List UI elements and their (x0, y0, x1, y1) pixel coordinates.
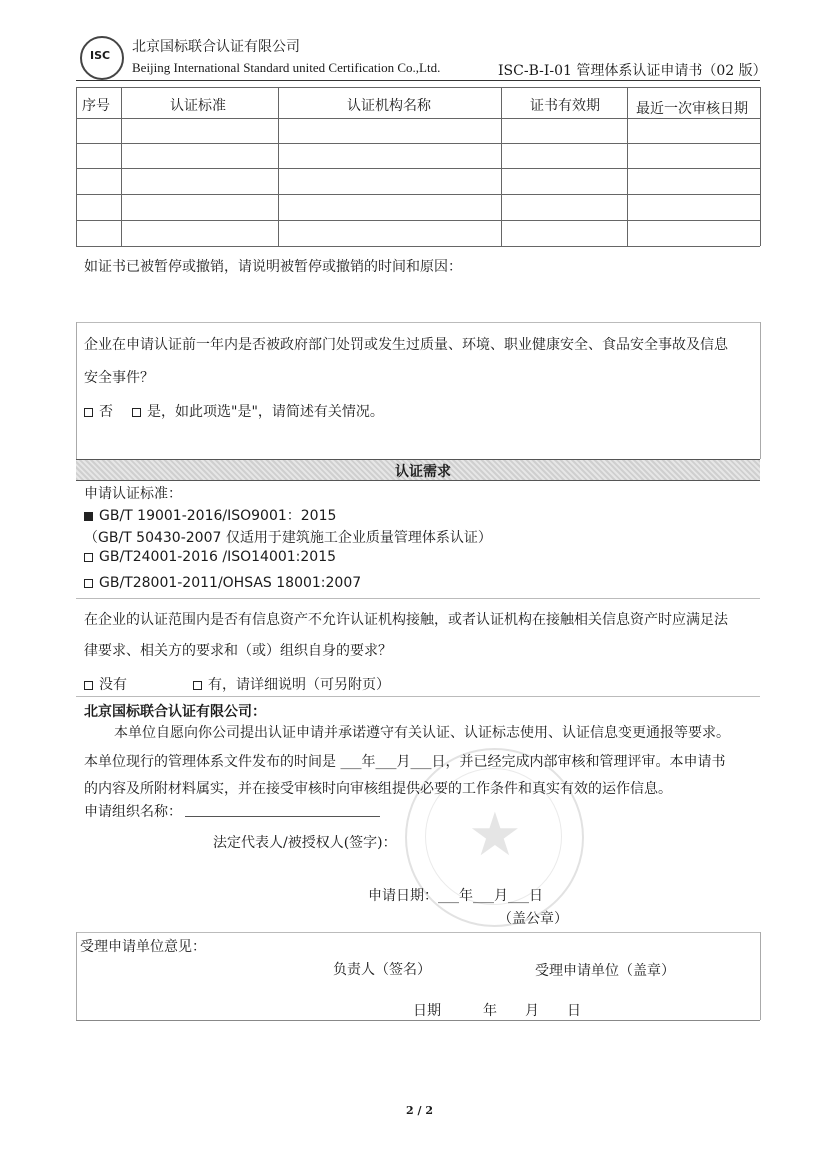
org-name-field[interactable] (185, 816, 380, 817)
checkbox-icon (84, 408, 93, 417)
acceptance-date: 日期 年 月 日 (413, 1003, 581, 1019)
penalty-question-line2: 安全事件？ (84, 370, 154, 386)
info-asset-question-line1: 在企业的认证范围内是否有信息资产不允许认证机构接触，或者认证机构在接触相关信息资产时应满足法 (84, 612, 728, 628)
table-header-standard: 认证标准 (170, 98, 226, 114)
section-title-requirements: 认证需求 (395, 464, 451, 480)
declaration-addressee: 北京国标联合认证有限公司： (84, 704, 266, 720)
company-logo (80, 36, 124, 80)
checkbox-icon (84, 579, 93, 588)
declaration-line3: 的内容及所附材料属实，并在接受审核时向审核组提供必要的工作条件和真实有效的运作信息。 (84, 781, 672, 797)
standard-option-14001[interactable]: GB/T24001-2016 /ISO14001:2015 (84, 549, 336, 565)
table-header-validity: 证书有效期 (530, 98, 600, 114)
info-option-no[interactable]: 没有 (84, 674, 127, 694)
declaration-line1: 本单位自愿向你公司提出认证申请并承诺遵守有关认证、认证标志使用、认证信息变更通报等要求。 (114, 725, 730, 741)
info-option-yes[interactable]: 有，请详细说明（可另附页） (193, 674, 390, 694)
declaration-line2: 本单位现行的管理体系文件发布的时间是 ___年___月___日，并已经完成内部审核和管理评审。本申请书 (84, 754, 726, 770)
org-name-label: 申请组织名称： (84, 804, 182, 820)
suspension-prompt: 如证书已被暂停或撤销，请说明被暂停或撤销的时间和原因： (84, 259, 462, 275)
penalty-option-yes[interactable]: 是，如此项选"是"，请简述有关情况。 (132, 401, 384, 421)
representative-label: 法定代表人/被授权人(签字)： (213, 835, 397, 851)
checked-box-icon (84, 512, 93, 521)
checkbox-icon (84, 681, 93, 690)
logo-text: ISC (90, 49, 111, 62)
table-header-body: 认证机构名称 (347, 98, 431, 114)
checkbox-icon (84, 553, 93, 562)
standard-option-28001[interactable]: GB/T28001-2011/OHSAS 18001:2007 (84, 575, 361, 591)
penalty-option-no[interactable]: 否 (84, 401, 113, 421)
checkbox-icon (132, 408, 141, 417)
company-name-en: Beijing International Standard united Certification Co.,Ltd. (132, 60, 441, 75)
seal-label: （盖公章） (498, 911, 568, 927)
penalty-question-line1: 企业在申请认证前一年内是否被政府部门处罚或发生过质量、环境、职业健康安全、食品安全事故及信息 (84, 337, 728, 353)
info-asset-question-line2: 律要求、相关方的要求和（或）组织自身的要求？ (84, 643, 392, 659)
form-code: ISC-B-I-01 管理体系认证申请书（02 版） (498, 63, 767, 79)
company-name-cn: 北京国标联合认证有限公司 (132, 39, 300, 55)
standards-label: 申请认证标准： (84, 486, 182, 502)
responsible-signature: 负责人（签名） (333, 962, 431, 978)
checkbox-icon (193, 681, 202, 690)
star-icon: ★ (468, 800, 522, 870)
acceptance-opinion-label: 受理申请单位意见： (80, 939, 206, 955)
table-header-index: 序号 (82, 98, 110, 114)
acceptance-unit-seal: 受理申请单位（盖章） (535, 963, 675, 979)
standard-9001-note: （GB/T 50430-2007 仅适用于建筑施工企业质量管理体系认证） (84, 530, 492, 546)
page-number: 2 / 2 (406, 1104, 433, 1117)
table-header-last-audit: 最近一次审核日期 (636, 101, 748, 117)
application-date: 申请日期：___年___月___日 (368, 888, 543, 904)
standard-option-9001[interactable]: GB/T 19001-2016/ISO9001：2015 (84, 505, 336, 525)
